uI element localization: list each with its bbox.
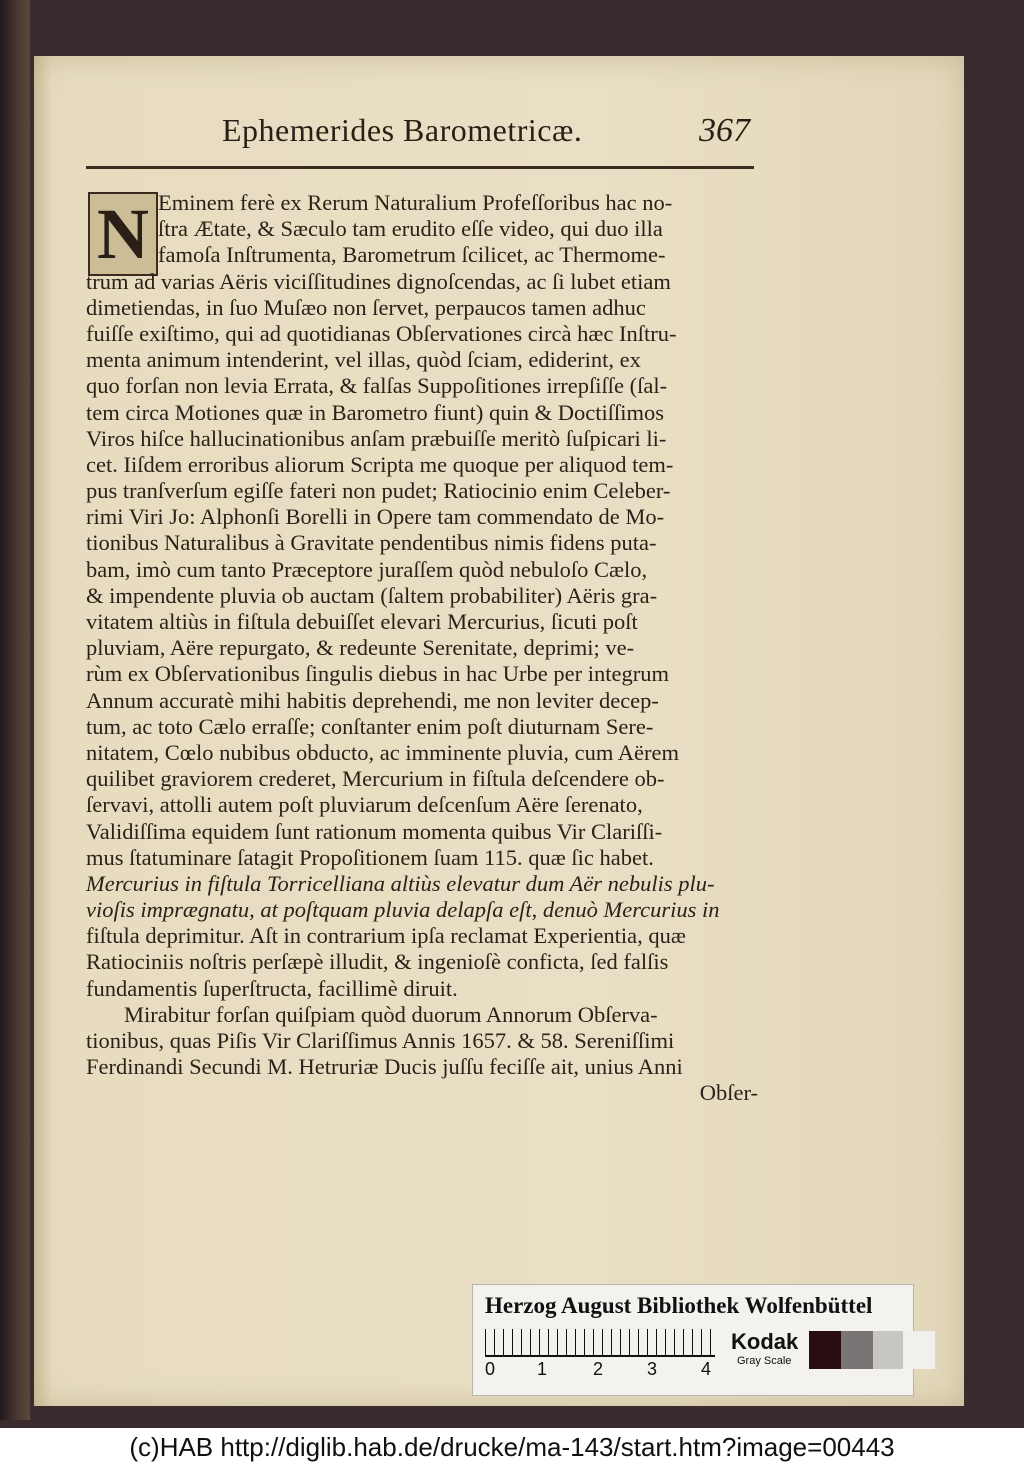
ruler-label: 0 (485, 1359, 496, 1379)
ruler-label: 4 (701, 1359, 712, 1379)
text-line: Eminem ferè ex Rerum Naturalium Profeſſoribus hac no- (158, 190, 673, 215)
gray-swatch (809, 1331, 841, 1369)
text-line: Obſer- (699, 1080, 758, 1106)
book-spine (0, 0, 30, 1420)
text-line: Mercurius in fiſtula Torricelliana altiùs elevatur dum Aër nebulis plu- (86, 870, 715, 896)
page-number: 367 (699, 112, 750, 149)
text-line: fiſtula deprimitur. Aſt in contrarium ipſa reclamat Experientia, quæ (86, 923, 686, 949)
text-line: Annum accuratè mihi habitis deprehendi, me non leviter decep- (86, 687, 659, 713)
text-line: tum, ac toto Cælo erraſſe; conſtanter enim poſt diuturnam Sere- (86, 713, 654, 739)
text-line: tem circa Motiones quæ in Barometro fiunt) quin & Doctiſſimos (86, 399, 665, 425)
text-line: quo forſan non levia Errata, & falſas Suppoſitiones irrepſiſſe (ſal- (86, 373, 668, 399)
text-line: cet. Iiſdem erroribus aliorum Scripta me quoque per aliquod tem- (86, 451, 674, 477)
ruler-label: 1 (537, 1359, 548, 1379)
source-url[interactable]: (c)HAB http://diglib.hab.de/drucke/ma-143/start.htm?image=00443 (129, 1432, 895, 1462)
text-line: Ferdinandi Secundi M. Hetruriæ Ducis juſſu feciſſe ait, unius Anni (86, 1054, 683, 1080)
text-line: rùm ex Obſervationibus ſingulis diebus in hac Urbe per integrum (86, 661, 670, 687)
text-line: rimi Viri Jo: Alphonſi Borelli in Opere tam commendato de Mo- (86, 504, 665, 530)
text-line: mus ſtatuminare ſatagit Propoſitionem ſuam 115. quæ ſic habet. (86, 844, 654, 870)
text-line: vioſis imprægnatu, at poſtquam pluvia delapſa eſt, denuò Mercurius in (86, 897, 720, 923)
text-line: Validiſſima equidem ſunt rationum momenta quibus Vir Clariſſi- (86, 818, 663, 844)
text-line: tionibus, quas Piſis Vir Clariſſimus Annis 1657. & 58. Sereniſſimi (86, 1028, 675, 1053)
text-line: nitatem, Cœlo nubibus obducto, ac imminente pluvia, cum Aërem (86, 739, 680, 765)
library-name: Herzog August Bibliothek Wolfenbüttel (485, 1293, 873, 1318)
text-line: vitatem altiùs in fiſtula debuiſſet elevari Mercurius, ſicuti poſt (86, 609, 638, 634)
text-line: Viros hiſce hallucinationibus anſam præbuiſſe meritò ſuſpicari li- (86, 425, 667, 451)
text-line: quilibet graviorem crederet, Mercurium in fiſtula deſcendere ob- (86, 766, 665, 792)
running-header (222, 108, 762, 158)
running-title: Ephemerides Barometricæ. (222, 112, 583, 148)
text-line: ſervavi, attolli autem poſt pluviarum deſcenſum Aëre ſerenato, (86, 792, 643, 818)
text-line: menta animum intenderint, vel illas, quòd ſciam, ediderint, ex (86, 347, 641, 373)
text-line: & impendente pluvia ob auctam (ſaltem probabiliter) Aëris gra- (86, 582, 658, 608)
text-line: famoſa Inſtrumenta, Barometrum ſcilicet, ac Thermome- (158, 242, 666, 268)
kodak-logo: Kodak (731, 1329, 799, 1354)
text-line: Mirabitur forſan quiſpiam quòd duorum Annorum Obſerva- (124, 1001, 658, 1027)
text-line: bam, imò cum tanto Præceptore juraſſem quòd nebuloſo Cælo, (86, 556, 648, 582)
page-body-text (86, 190, 758, 1107)
text-line: tionibus Naturalibus à Gravitate pendentibus nimis fidens puta- (86, 530, 657, 556)
text-line: fundamentis ſuperſtructa, facillimè diruit. (86, 975, 458, 1001)
text-line: dimetiendas, in ſuo Muſæo non ſervet, perpaucos tamen adhuc (86, 294, 646, 320)
ruler-label: 3 (647, 1359, 658, 1379)
header-rule (86, 166, 754, 169)
ruler-label: 2 (593, 1359, 604, 1379)
decorated-initial: N (88, 192, 158, 276)
gray-swatch (903, 1331, 935, 1369)
text-line: ſtra Ætate, & Sæculo tam erudito eſſe video, qui duo illa (158, 216, 663, 242)
text-line: pluviam, Aëre repurgato, & redeunte Serenitate, deprimi; ve- (86, 635, 635, 661)
text-line: Ratiociniis noſtris perſæpè illudit, & ingenioſè conficta, ſed falſis (86, 949, 669, 975)
gray-swatch (841, 1331, 873, 1369)
text-line: pus tranſverſum egiſſe fateri non pudet; Ratiocinio enim Celeber- (86, 478, 671, 504)
text-line: trum ad varias Aëris viciſſitudines dignoſcendas, ac ſi lubet etiam (86, 268, 671, 294)
library-color-card (472, 1284, 914, 1396)
gray-swatch (873, 1331, 905, 1369)
scale-ruler (485, 1329, 715, 1357)
text-line: fuiſſe exiſtimo, qui ad quotidianas Obſervationes circà hæc Inſtru- (86, 320, 677, 346)
gray-scale-label: Gray Scale (737, 1355, 792, 1367)
